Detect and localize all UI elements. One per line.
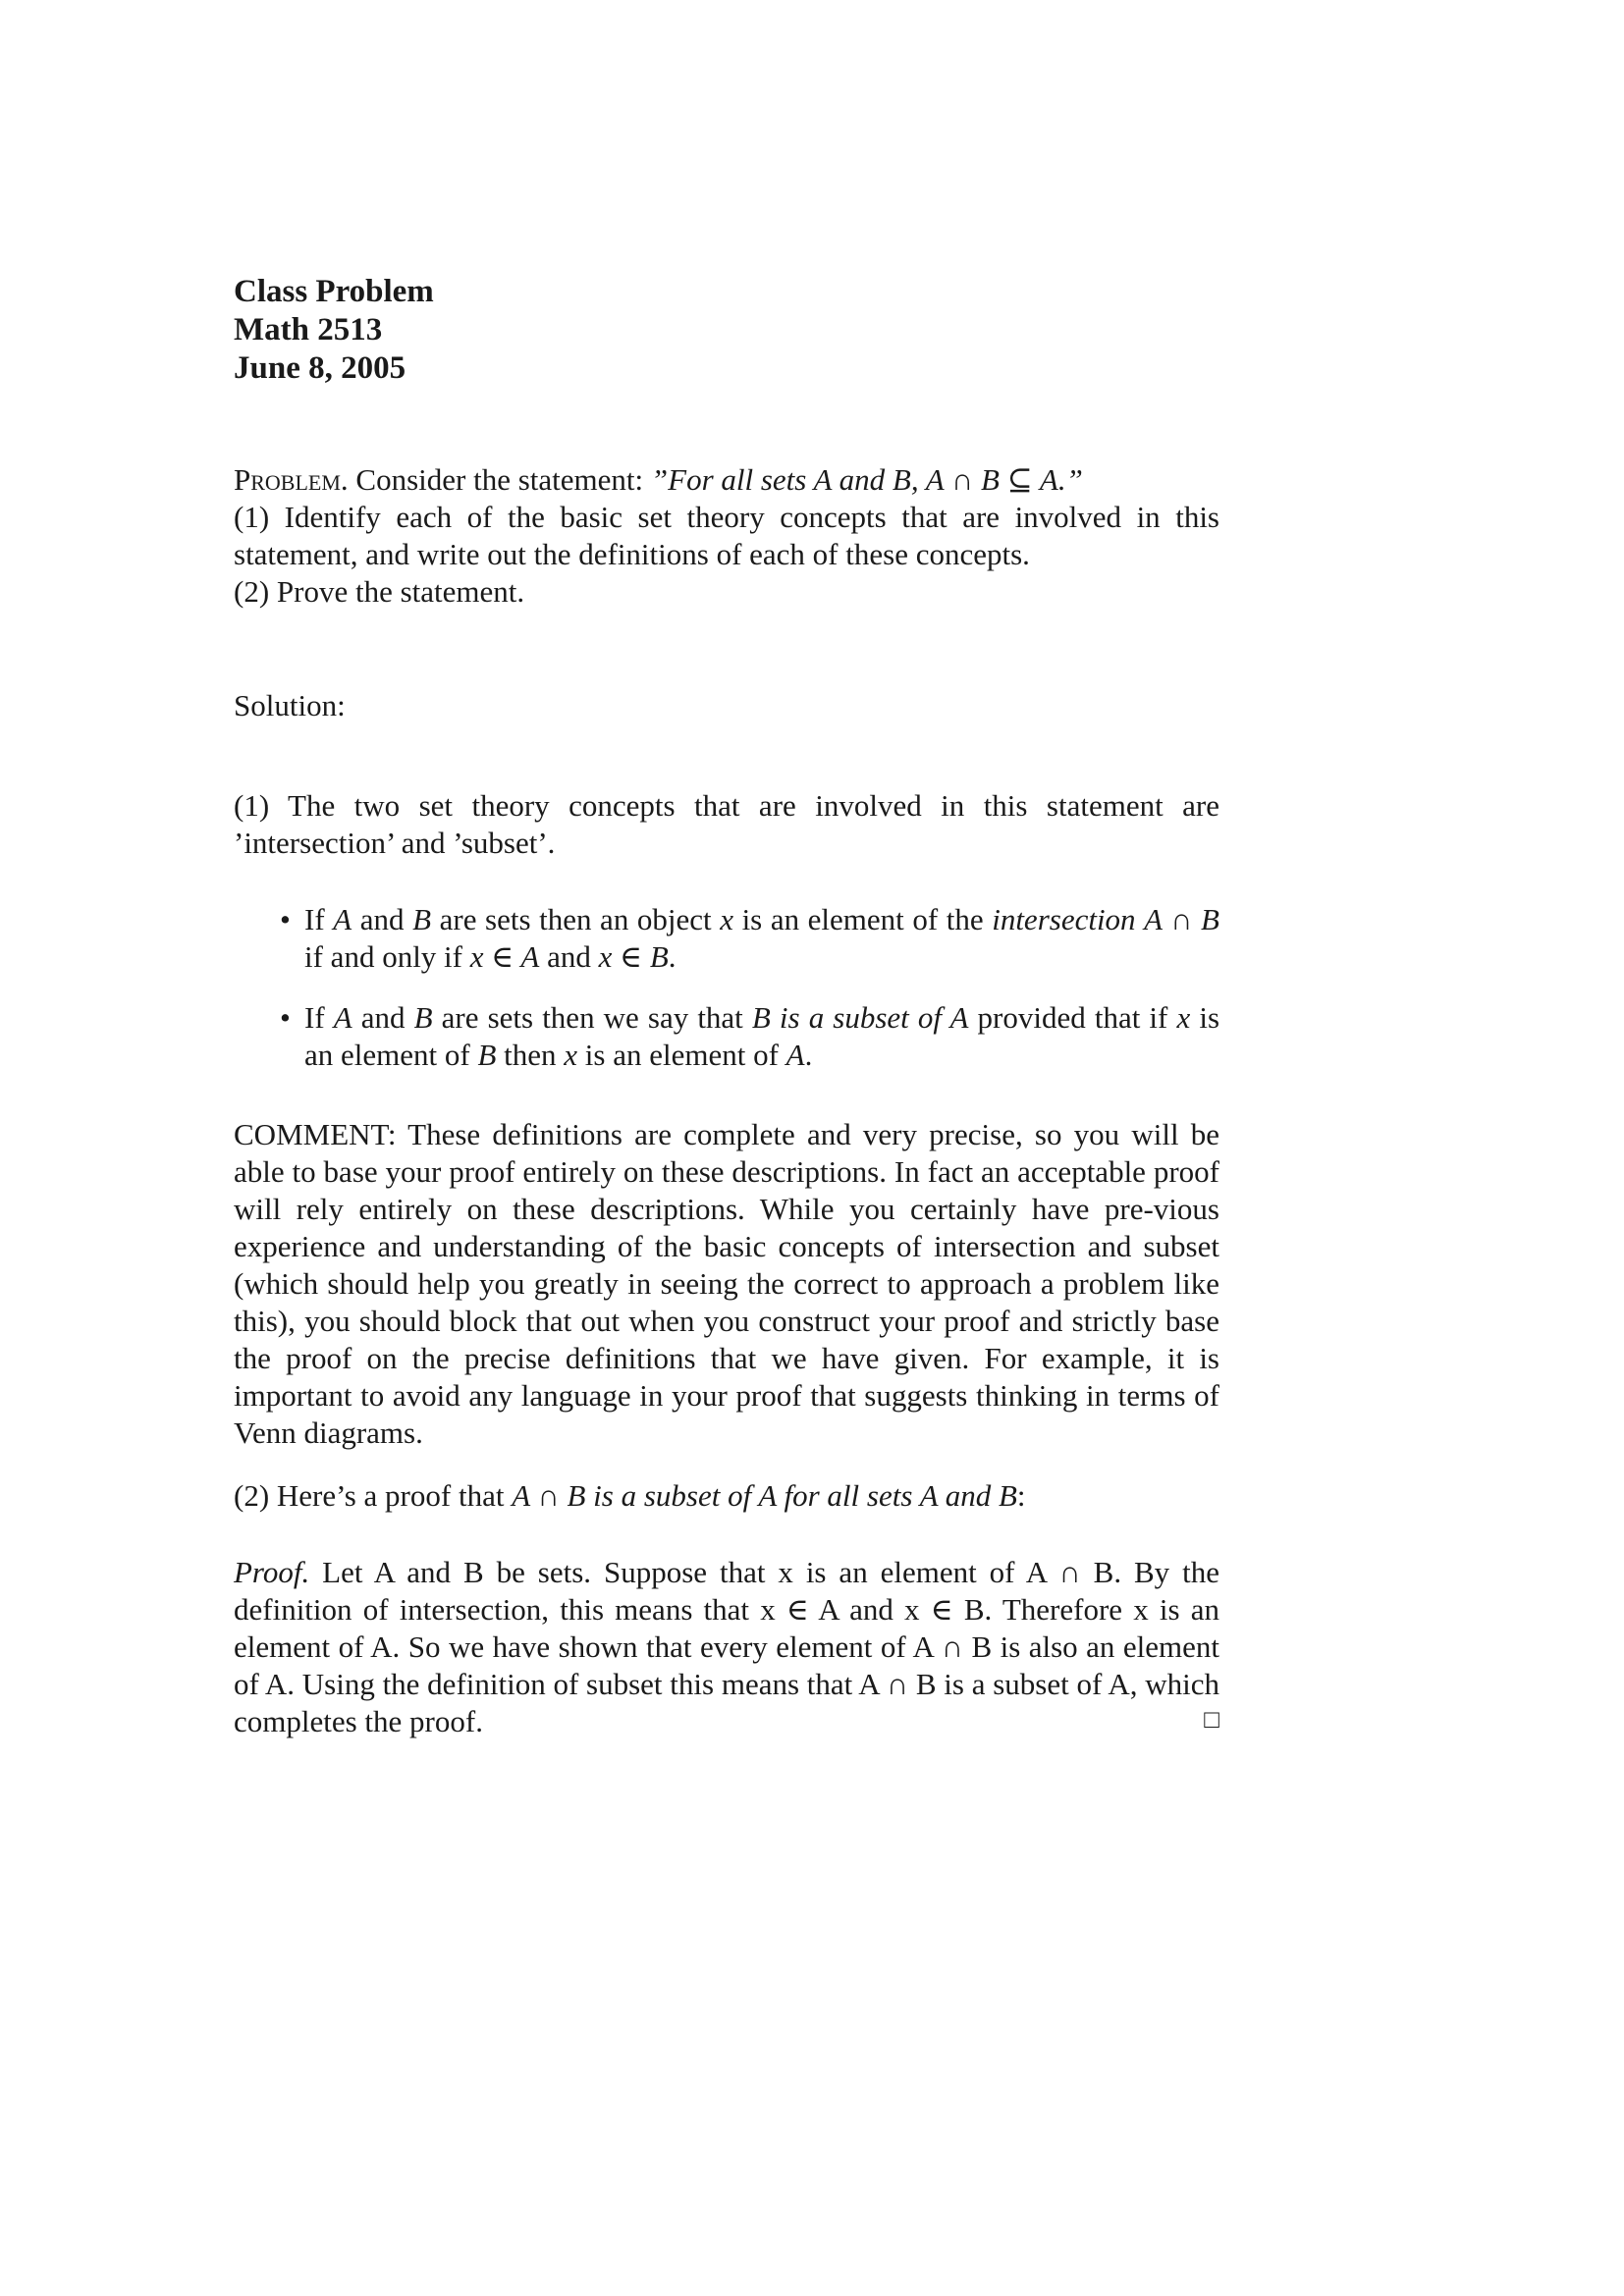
math-var: A — [333, 1000, 352, 1035]
math-var: B — [412, 902, 432, 936]
solution-part1 — [234, 787, 1219, 862]
term-subset: B is a subset of A — [751, 1000, 969, 1035]
text-span: and — [539, 939, 599, 974]
math-var: A — [785, 1038, 805, 1072]
problem-label: Problem. — [234, 462, 349, 497]
text-span: . — [804, 1038, 813, 1072]
solution-part2 — [234, 1477, 1219, 1515]
math-var: A — [333, 902, 352, 936]
comment-text: COMMENT: These definitions are complete and very precise, so you will be able to base your proof entirely on these descriptions. In fact an acceptable proof will rely entirely on these descriptions. While you certainly have pre-vious experience and understanding of the basic concepts of intersection and subset (which should help you greatly in seeing the correct to approach a problem like this), you should block that out when you construct your proof and strictly base the proof on the precise definitions that we have given. For example, it is important to avoid any language in your proof that suggests thinking in terms of Venn diagrams. — [234, 1117, 1219, 1450]
text-span: if and only if — [304, 939, 470, 974]
text-span: If — [304, 902, 334, 936]
comment-section — [234, 1116, 1219, 1452]
bullet-marker: • — [280, 1000, 291, 1035]
header-course: Math 2513 — [234, 312, 383, 347]
problem-part2: (2) Prove the statement. — [234, 574, 525, 609]
problem-quote: ”For all sets A and B, A ∩ B ⊆ A.” — [650, 462, 1083, 497]
proof-label: Proof. — [234, 1555, 310, 1589]
proof-text — [234, 1554, 1219, 1740]
problem-intro: Consider the statement: — [355, 462, 651, 497]
problem-statement — [234, 461, 1219, 499]
text-span: provided that if — [968, 1000, 1177, 1035]
proof-section — [234, 1554, 1219, 1740]
solution-part1-text: (1) The two set theory concepts that are involved in this statement are ’intersection’ and ’subset’. — [234, 788, 1219, 860]
solution-part2-intro — [234, 1477, 1219, 1515]
proof-body: Let A and B be sets. Suppose that x is an element of A ∩ B. By the definition of intersection, this means that x ∈ A and x ∈ B. Therefore x is an element of A. So we have shown that every element of A ∩ B is also an element of A. Using the definition of subset this means that A ∩ B is a subset of A, which completes the proof. — [234, 1555, 1219, 1738]
header-title: Class Problem — [234, 274, 434, 309]
text-span: If — [304, 1000, 334, 1035]
solution-heading: Solution: — [234, 688, 346, 722]
header-date: June 8, 2005 — [234, 350, 406, 386]
text-span: are sets then an object — [431, 902, 721, 936]
text-span: then — [496, 1038, 565, 1072]
text-span: is an element of — [577, 1038, 786, 1072]
definition-intersection — [234, 901, 1219, 976]
bullet-marker: • — [280, 902, 291, 936]
math-var: x — [1176, 1000, 1191, 1035]
text-span: . — [668, 939, 677, 974]
math-expr: A ∩ B — [1144, 902, 1219, 936]
document-header — [234, 273, 1219, 388]
qed-symbol: □ — [1204, 1705, 1219, 1734]
text-span: is an element of — [304, 1000, 1220, 1072]
math-var: B — [477, 1038, 497, 1072]
math-var: B — [413, 1000, 433, 1035]
definitions-list — [234, 901, 1219, 1097]
text-span: and — [352, 1000, 414, 1035]
math-var: x — [564, 1038, 578, 1072]
problem-part1: (1) Identify each of the basic set theory concepts that are involved in this statement, and write out the definitions of each of these concepts. — [234, 500, 1219, 571]
text-span: and — [352, 902, 413, 936]
math-expr: x ∈ B — [598, 939, 669, 974]
term-intersection: intersection — [992, 902, 1136, 936]
definition-subset — [234, 999, 1219, 1074]
text-span: (2) Here’s a proof that — [234, 1478, 513, 1513]
text-span: is an element of the — [732, 902, 993, 936]
text-span: are sets then we say that — [432, 1000, 752, 1035]
math-expr: x ∈ A — [469, 939, 540, 974]
math-var: x — [720, 902, 733, 936]
text-span: : — [1016, 1478, 1026, 1513]
problem-section — [234, 461, 1219, 611]
proof-claim: A ∩ B is a subset of A for all sets A and B — [512, 1478, 1017, 1513]
